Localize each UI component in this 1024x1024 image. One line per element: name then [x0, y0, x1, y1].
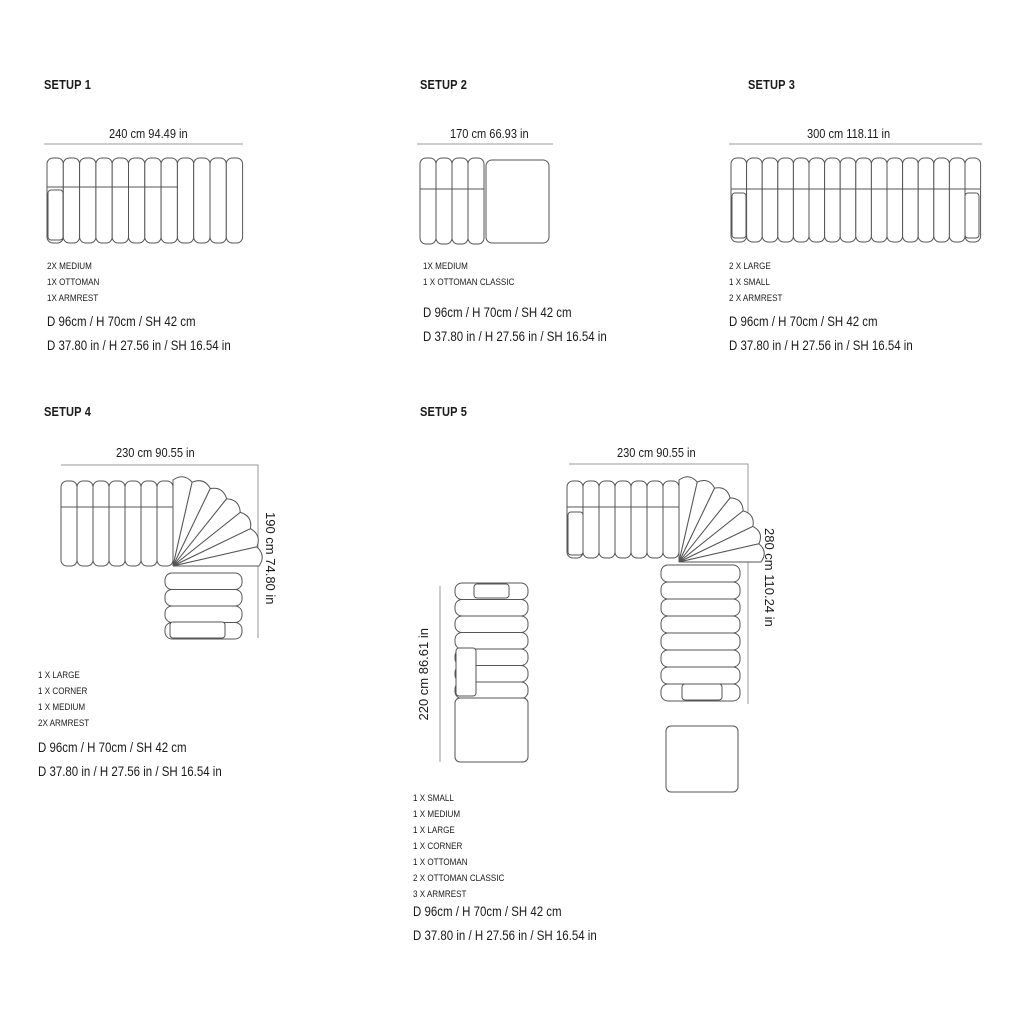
setup4-specs: [38, 736, 254, 784]
seat-cushion: [599, 481, 615, 558]
setup5-spec-in: D 37.80 in / H 27.56 in / SH 16.54 in: [413, 928, 597, 943]
seat-cushion: [420, 158, 436, 244]
seat-cushion: [96, 158, 112, 243]
armrest: [682, 684, 722, 700]
seat-cushion: [793, 158, 809, 242]
setup5-item: 3 X ARMREST: [413, 889, 467, 900]
armrest: [474, 584, 509, 598]
setup5-diagram: [455, 477, 764, 792]
setup5-item: 1 X MEDIUM: [413, 809, 461, 820]
seat-cushion: [615, 481, 631, 558]
setup4-width-label: 230 cm 90.55 in: [116, 445, 195, 460]
seat-cushion: [661, 650, 740, 667]
setup2-spec-in: D 37.80 in / H 27.56 in / SH 16.54 in: [423, 329, 607, 344]
seat-cushion: [112, 158, 128, 243]
setup3-spec-cm: D 96cm / H 70cm / SH 42 cm: [729, 314, 878, 329]
seat-cushion: [177, 158, 193, 243]
setup3-item: 2 X LARGE: [729, 261, 771, 272]
seat-cushion: [809, 158, 825, 242]
setup4-item: 1 X CORNER: [38, 686, 88, 697]
seat-cushion: [93, 481, 109, 566]
setup5-width-label: 230 cm 90.55 in: [617, 445, 696, 460]
setup3-width-label: 300 cm 118.11 in: [807, 126, 891, 141]
setup1-item: 1X OTTOMAN: [47, 277, 100, 288]
setup4-spec-cm: D 96cm / H 70cm / SH 42 cm: [38, 740, 187, 755]
setup4-title: SETUP 4: [44, 404, 92, 419]
seat-cushion: [157, 481, 173, 566]
seat-cushion: [631, 481, 647, 558]
seat-cushion: [871, 158, 887, 242]
setup1-spec-cm: D 96cm / H 70cm / SH 42 cm: [47, 314, 196, 329]
armrest: [456, 648, 476, 696]
seat-cushion: [661, 667, 740, 684]
setup5-item: 1 X OTTOMAN: [413, 857, 468, 868]
setup5-item: 2 X OTTOMAN CLASSIC: [413, 873, 505, 884]
seat-cushion: [63, 158, 79, 243]
setup3-diagram: [731, 158, 981, 242]
setup4-item: 1 X MEDIUM: [38, 702, 86, 713]
seat-cushion: [647, 481, 663, 558]
seat-cushion: [903, 158, 919, 242]
seat-cushion: [80, 158, 96, 243]
seat-cushion: [109, 481, 125, 566]
setup5-items: [413, 791, 521, 903]
seat-cushion: [145, 158, 161, 243]
seat-cushion: [125, 481, 141, 566]
seat-cushion: [747, 158, 763, 242]
seat-cushion: [887, 158, 903, 242]
seat-cushion: [210, 158, 226, 243]
seat-cushion: [455, 633, 528, 650]
setup1-items: [47, 259, 109, 307]
setup2-items: [423, 259, 531, 291]
setup5-item: 1 X CORNER: [413, 841, 463, 852]
seat-cushion: [455, 616, 528, 633]
setup5-specs: [413, 900, 629, 948]
setup1-diagram: [47, 158, 243, 243]
seat-cushion: [856, 158, 872, 242]
setup2-width-label: 170 cm 66.93 in: [450, 126, 529, 141]
seat-cushion: [918, 158, 934, 242]
seat-cushion: [455, 600, 528, 617]
seat-cushion: [583, 481, 599, 558]
seat-cushion: [778, 158, 794, 242]
armrest: [568, 512, 583, 555]
seat-cushion: [661, 616, 740, 633]
seat-cushion: [77, 481, 93, 566]
setup4-spec-in: D 37.80 in / H 27.56 in / SH 16.54 in: [38, 764, 222, 779]
setup5-depth2-label: 220 cm 86.61 in: [416, 628, 431, 721]
seat-cushion: [934, 158, 950, 242]
setup5-spec-cm: D 96cm / H 70cm / SH 42 cm: [413, 904, 562, 919]
seat-cushion: [661, 633, 740, 650]
ottoman-classic: [455, 698, 528, 762]
seat-cushion: [165, 573, 242, 590]
seat-cushion: [452, 158, 468, 244]
setup3-title: SETUP 3: [748, 77, 796, 92]
setup5-title: SETUP 5: [420, 404, 468, 419]
setup1-specs: [47, 310, 263, 358]
seat-cushion: [661, 565, 740, 582]
seat-cushion: [762, 158, 778, 242]
setup3-item: 2 X ARMREST: [729, 293, 783, 304]
setup5-item: 1 X SMALL: [413, 793, 454, 804]
setup2-diagram: [420, 158, 549, 244]
seat-cushion: [663, 481, 679, 558]
setup1-title: SETUP 1: [44, 77, 92, 92]
armrest: [732, 193, 746, 238]
setup2-spec-cm: D 96cm / H 70cm / SH 42 cm: [423, 305, 572, 320]
seat-cushion: [840, 158, 856, 242]
armrest: [170, 622, 225, 638]
setup1-spec-in: D 37.80 in / H 27.56 in / SH 16.54 in: [47, 338, 231, 353]
setup4-depth-label: 190 cm 74.80 in: [263, 512, 278, 605]
seat-cushion: [141, 481, 157, 566]
seat-cushion: [165, 606, 242, 623]
seat-cushion: [661, 582, 740, 599]
setup3-items: [729, 259, 792, 307]
seat-cushion: [161, 158, 177, 243]
setup4-items: [38, 668, 98, 732]
setup5-item: 1 X LARGE: [413, 825, 455, 836]
ottoman: [486, 160, 549, 243]
setup3-spec-in: D 37.80 in / H 27.56 in / SH 16.54 in: [729, 338, 913, 353]
seat-cushion: [194, 158, 210, 243]
setup2-title: SETUP 2: [420, 77, 468, 92]
setup3-item: 1 X SMALL: [729, 277, 770, 288]
setup2-item: 1X MEDIUM: [423, 261, 468, 272]
seat-cushion: [468, 158, 484, 244]
setup5-depth-label: 280 cm 110.24 in: [762, 528, 777, 627]
seat-cushion: [661, 599, 740, 616]
seat-cushion: [949, 158, 965, 242]
armrest: [48, 190, 63, 240]
seat-cushion: [165, 590, 242, 607]
seat-cushion: [825, 158, 841, 242]
seat-cushion: [436, 158, 452, 244]
seat-cushion: [226, 158, 242, 243]
setup1-item: 1X ARMREST: [47, 293, 99, 304]
ottoman-classic: [666, 726, 738, 792]
seat-cushion: [129, 158, 145, 243]
setup4-item: 2X ARMREST: [38, 718, 90, 729]
setup2-item: 1 X OTTOMAN CLASSIC: [423, 277, 515, 288]
setup4-diagram: [61, 477, 262, 639]
setup4-item: 1 X LARGE: [38, 670, 80, 681]
armrest: [965, 193, 979, 238]
setup3-specs: [729, 310, 945, 358]
setup1-width-label: 240 cm 94.49 in: [109, 126, 188, 141]
setup2-specs: [423, 301, 639, 349]
seat-cushion: [61, 481, 77, 566]
setup1-item: 2X MEDIUM: [47, 261, 92, 272]
